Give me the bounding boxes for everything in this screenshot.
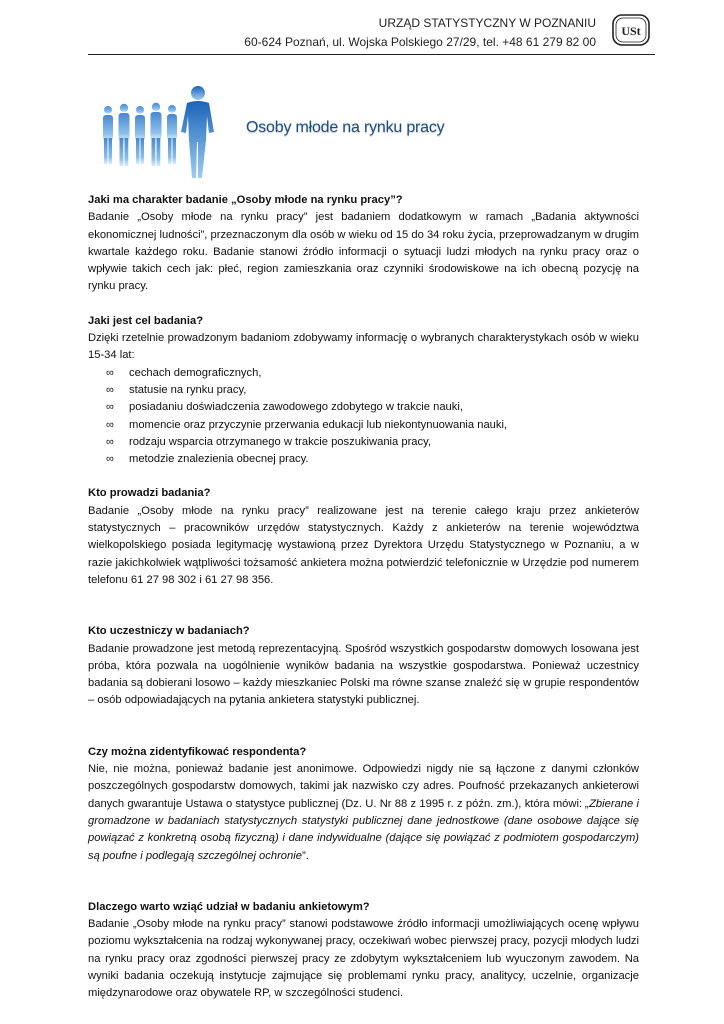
section-participants <box>88 623 639 709</box>
section-why-participate <box>88 899 639 1003</box>
section-goal <box>88 313 639 469</box>
infinity-bullet-icon: ∞ <box>106 366 114 379</box>
list-item <box>106 434 639 451</box>
list-item <box>106 365 639 382</box>
section-heading: Czy można zidentyfikować respondenta? <box>88 745 307 758</box>
list-item <box>106 399 639 416</box>
body-text: Nie, nie można, ponieważ badanie jest anonimowe. Odpowiedzi nigdy nie są łączone z danymi członków poszczególnych gospodarstw domowych, takimi jak nazwisko czy adres. Poufność przekazanych ankieterowi danych gwarantuje Ustawa o statystyce publicznej (Dz. U. Nr 88 z 1995 r. z późn. zm.), która mówi: <box>88 763 639 810</box>
header-address <box>244 14 596 52</box>
section-heading: Jaki jest cel badania? <box>88 314 204 327</box>
section-anonymity <box>88 744 639 865</box>
list-item-text: cechach demograficznych, <box>129 366 262 379</box>
section-heading: Dlaczego warto wziąć udział w badaniu ankietowym? <box>88 900 370 913</box>
list-item-text: statusie na rynku pracy, <box>129 383 247 396</box>
list-item <box>106 382 639 399</box>
list-item-text: posiadaniu doświadczenia zawodowego zdobytego w trakcie nauki, <box>129 401 463 414</box>
section-body: Badanie „Osoby młode na rynku pracy” jest badaniem dodatkowym w ramach „Badania aktywności ekonomicznej ludności”, przeznaczonym dla osób w wieku od 15 do 34 roku życia, przeprowadzanym w drugim kwartale każdego roku. Badanie stanowi źródło informacji o sytuacji ludzi młodych na rynku pracy oraz o wpływie takich cech jak: płeć, region zamieszkania oraz czynniki środowiskowe na ich obecną pozycję na rynku pracy. <box>88 211 639 293</box>
section-who-conducts <box>88 485 639 589</box>
office-address: 60-624 Poznań, ul. Wojska Polskiego 27/29, tel. +48 61 279 82 00 <box>244 35 596 49</box>
section-body: Badanie prowadzone jest metodą reprezentacyjną. Spośród wszystkich gospodarstw domowych losowana jest próba, która pozwala na uogólnienie wyników badania na wszystkie gospodarstwa. Ponieważ uczestnicy badania są dobierani losowo – każdy mieszkaniec Polski ma równe szanse znaleźć się w grupie respondentów – osób odpowiadających na pytania ankietera statystyki publicznej. <box>88 642 639 707</box>
infinity-bullet-icon: ∞ <box>106 383 114 396</box>
office-logo <box>612 14 650 46</box>
section-body: Badanie „Osoby młode na rynku pracy” stanowi podstawowe źródło informacji umożliwiających ocenę wpływu poziomu wykształcenia na rodzaj wykonywanej pracy, oczekiwań wobec pierwszej pracy, pozycji młodych ludzi na rynku pracy oraz zgodności pierwszej pracy ze zdobytym wykształceniem lub wyuczonym zawodem. Na wyniki badania oczekują instytucje zajmujące się problemami rynku pracy, analitycy, uczelnie, organizacje międzynarodowe oraz obywatele RP, w szczególności studenci. <box>88 918 639 1000</box>
section-heading: Kto prowadzi badania? <box>88 487 211 500</box>
list-item-text: rodzaju wsparcia otrzymanego w trakcie poszukiwania pracy, <box>129 435 431 448</box>
list-item-text: momencie oraz przyczynie przerwania edukacji lub niekontynuowania nauki, <box>129 418 508 431</box>
page-title: Osoby młode na rynku pracy <box>246 119 445 136</box>
law-quote: „Zbierane i gromadzone w badaniach statystycznych statystyki publicznej dane jednostkowe (dane osobowe dające się powiązać z konkretną osobą fizyczną) i dane indywidualne (dające się powiązać z podmiotem gospodarczym) są poufne i podlegają szczególnej ochronie <box>88 797 639 862</box>
section-body <box>88 761 639 865</box>
logo-text: USt <box>621 24 641 38</box>
infinity-bullet-icon: ∞ <box>106 401 114 414</box>
infinity-bullet-icon: ∞ <box>106 435 114 448</box>
people-silhouettes-image <box>98 80 222 180</box>
office-name: URZĄD STATYSTYCZNY W POZNANIU <box>378 16 596 30</box>
section-character <box>88 192 639 296</box>
section-heading: Kto uczestniczy w badaniach? <box>88 625 250 638</box>
document-body <box>88 192 639 1020</box>
list-item <box>106 417 639 434</box>
list-item-text: metodzie znalezienia obecnej pracy. <box>129 453 309 466</box>
section-heading: Jaki ma charakter badanie „Osoby młode na rynku pracy”? <box>88 194 403 206</box>
section-body: Badanie „Osoby młode na rynku pracy” realizowane jest na terenie całego kraju przez ankieterów statystycznych – pracowników urzędów statystycznych. Każdy z ankieterów na terenie województwa wielkopolskiego posiada legitymację wystawioną przez Dyrektora Urzędu Statystycznego w Poznaniu, a w razie jakichkolwiek wątpliwości tożsamość ankietera można potwierdzić telefonicznie w Urzędzie pod numerem telefonu 61 27 98 302 i 61 27 98 356. <box>88 504 639 586</box>
infinity-bullet-icon: ∞ <box>106 418 114 431</box>
section-body: Dzięki rzetelnie prowadzonym badaniom zdobywamy informację o wybranych charakterystykach osób w wieku 15-34 lat: <box>88 332 639 362</box>
goal-bullet-list <box>106 365 639 469</box>
quote-end: ”. <box>301 849 309 862</box>
header-divider <box>88 54 655 55</box>
list-item <box>106 451 639 468</box>
infinity-bullet-icon: ∞ <box>106 453 114 466</box>
